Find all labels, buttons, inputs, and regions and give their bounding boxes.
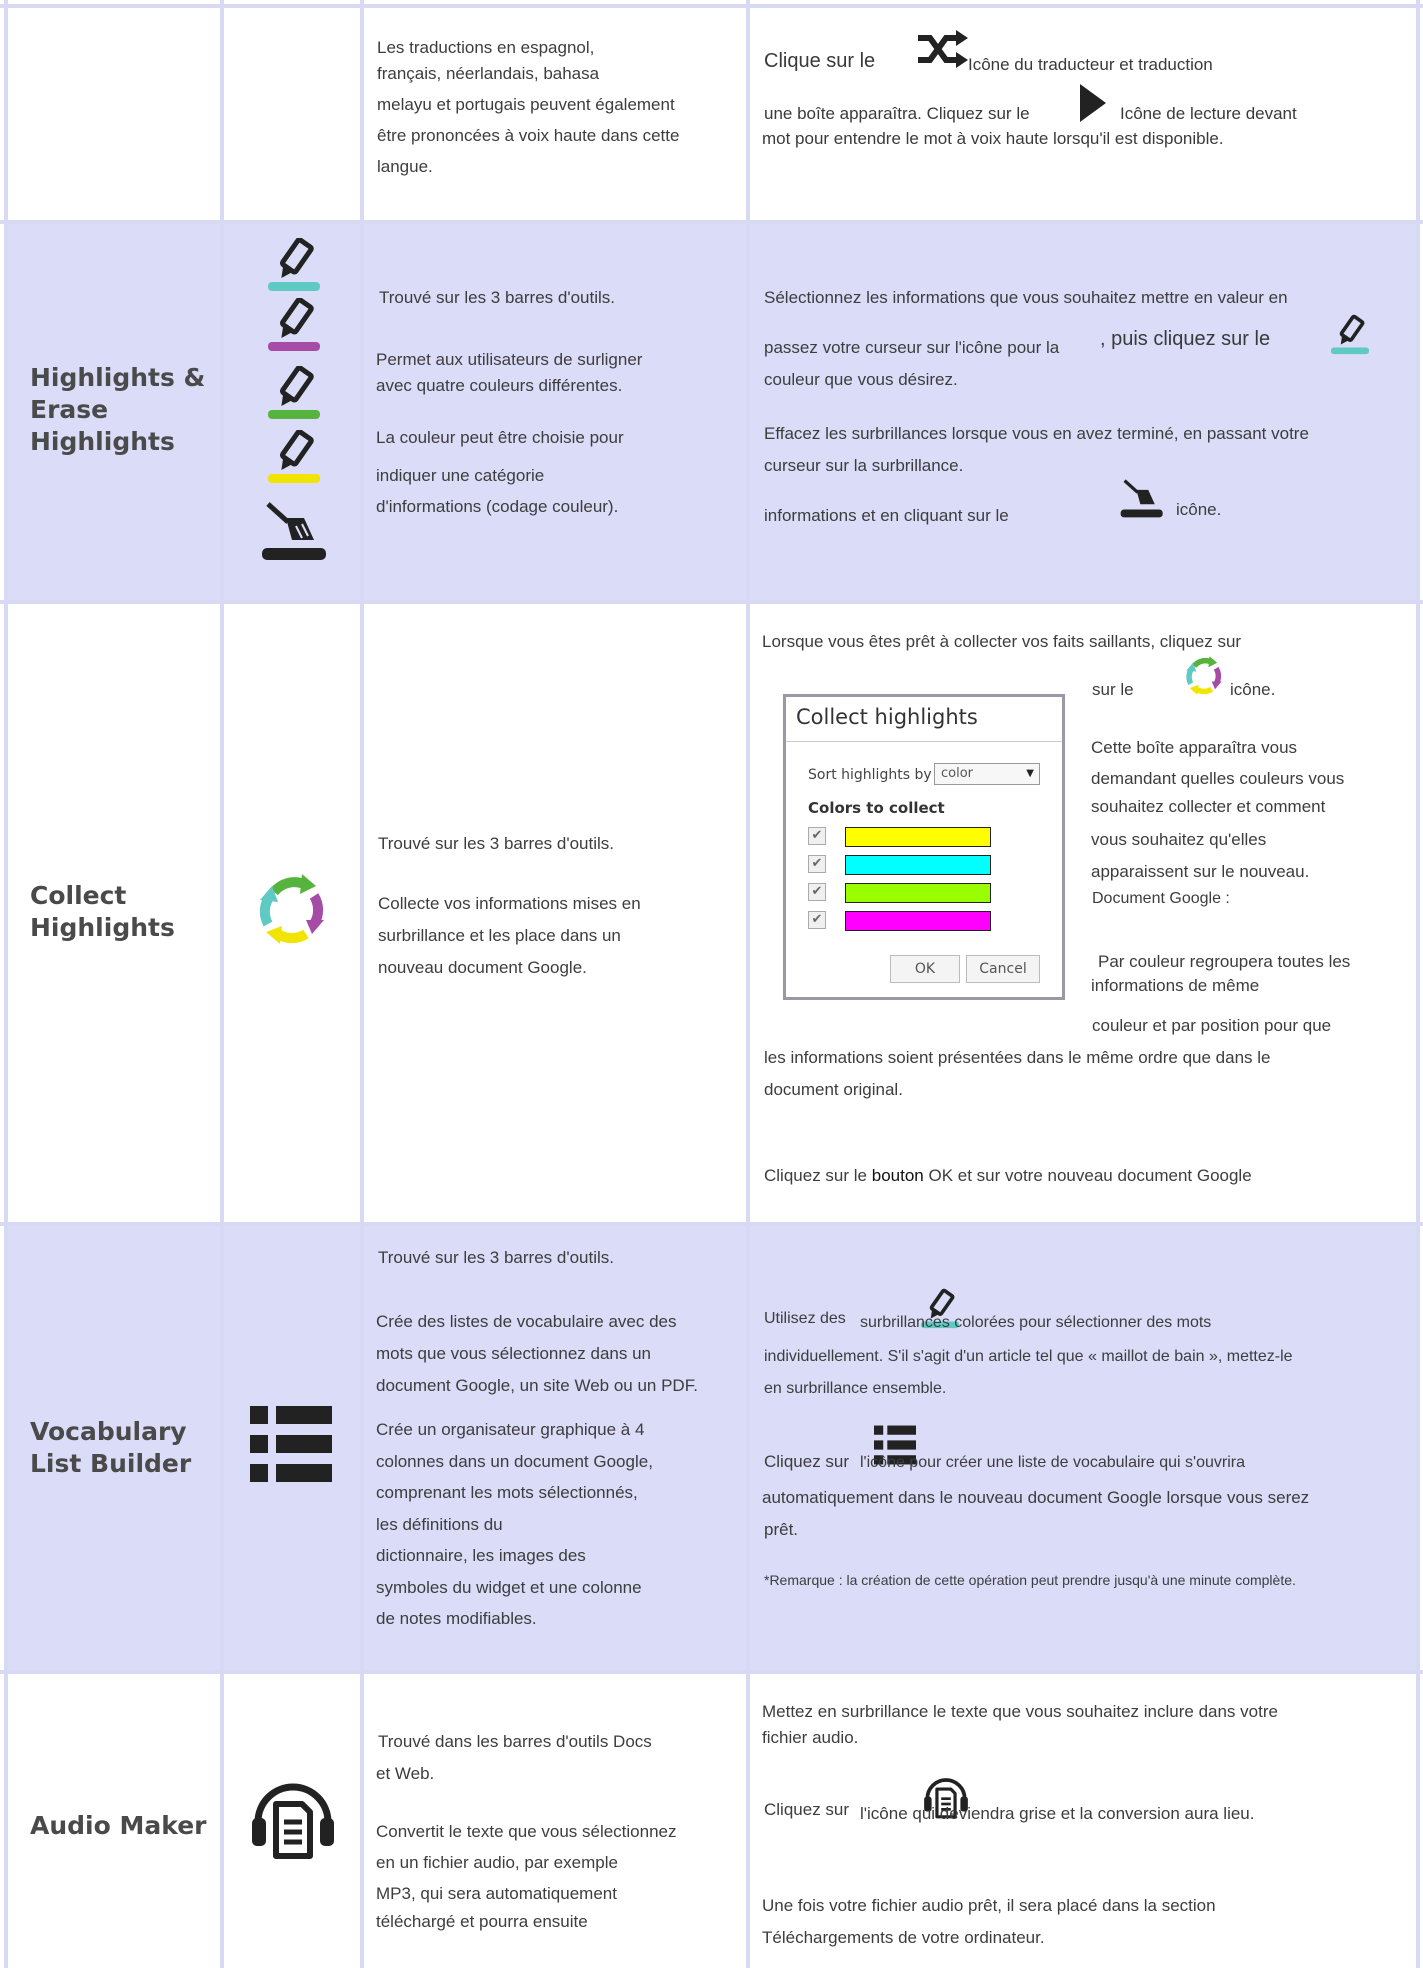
table-row <box>0 224 1423 600</box>
grid-line <box>0 1222 1423 1226</box>
instruction-text: informations de même <box>1091 976 1260 995</box>
description-line: français, néerlandais, bahasa <box>377 64 600 83</box>
instruction-note: *Remarque : la création de cette opération peut prendre jusqu'à une minute complète. <box>764 1572 1296 1588</box>
instruction-text: les informations soient présentées dans le même ordre que dans le <box>764 1048 1271 1067</box>
table-row <box>0 1674 1423 1968</box>
description-line: comprenant les mots sélectionnés, <box>376 1483 638 1502</box>
description-line: être prononcées à voix haute dans cette <box>377 126 680 145</box>
row-title: Vocabulary List Builder <box>30 1417 192 1478</box>
instruction-text: Par couleur regroupera toutes les <box>1098 952 1351 971</box>
instruction-button-word: bouton <box>871 1166 924 1185</box>
row-description-cell <box>364 8 746 220</box>
description-line: dictionnaire, les images des <box>376 1546 586 1565</box>
row-title: Collect Highlights <box>30 881 175 942</box>
collect-highlights-dialog <box>783 694 1065 1000</box>
instruction-text: Lorsque vous êtes prêt à collecter vos faits saillants, cliquez sur <box>762 632 1242 651</box>
row-title-cell <box>8 1674 220 1968</box>
description-line: Trouvé dans les barres d'outils Docs <box>378 1732 652 1751</box>
sort-select[interactable] <box>934 763 1040 785</box>
headphones-doc-icon <box>248 1772 338 1862</box>
instruction-text: souhaitez collecter et comment <box>1091 797 1326 816</box>
instruction-text: Utilisez des <box>764 1310 846 1327</box>
eraser-broom-icon <box>258 500 328 564</box>
row-instructions-cell <box>750 8 1416 220</box>
highlighter-teal-icon <box>1328 314 1372 356</box>
instruction-text: une boîte apparaîtra. Cliquez sur le <box>764 104 1030 123</box>
table-row <box>0 8 1423 220</box>
description-line: symboles du widget et une colonne <box>376 1577 642 1597</box>
description-line: langue. <box>377 157 433 176</box>
color-checkbox[interactable]: ✔ <box>808 855 826 873</box>
grid-line <box>1416 0 1420 1968</box>
row-icon-cell <box>224 604 360 1222</box>
row-icon-cell <box>224 224 360 600</box>
description-line: document Google, un site Web ou un PDF. <box>376 1376 698 1395</box>
description-line: Convertit le texte que vous sélectionnez <box>376 1822 677 1841</box>
grid-line <box>0 1670 1423 1674</box>
description-line: Trouvé sur les 3 barres d'outils. <box>379 288 615 307</box>
instruction-text: Cette boîte apparaîtra vous <box>1091 738 1298 757</box>
row-instructions-cell <box>750 1674 1416 1968</box>
row-title-cell <box>8 604 220 1222</box>
row-icon-cell <box>224 8 360 220</box>
description-line: avec quatre couleurs différentes. <box>376 376 623 395</box>
colors-label: Colors to collect <box>808 799 945 817</box>
row-title: Audio Maker <box>30 1811 207 1840</box>
description-line: Trouvé sur les 3 barres d'outils. <box>378 834 614 853</box>
description-line: et Web. <box>376 1764 435 1783</box>
description-line: téléchargé et pourra ensuite <box>376 1912 588 1931</box>
list-icon <box>250 1406 332 1482</box>
instruction-text: Cliquez sur le <box>764 1166 867 1185</box>
dialog-title: Collect highlights <box>796 705 978 729</box>
instruction-text: vous souhaitez qu'elles <box>1091 830 1267 849</box>
color-checkbox[interactable]: ✔ <box>808 911 826 929</box>
row-description-cell <box>364 604 746 1222</box>
description-line: Crée un organisateur graphique à 4 <box>376 1420 645 1439</box>
instruction-text: passez votre curseur sur l'icône pour la <box>764 338 1060 357</box>
description-line: surbrillance et les place dans un <box>378 926 621 945</box>
grid-line <box>746 0 750 1968</box>
collect-cycle-icon <box>252 870 332 950</box>
grid-line <box>220 0 224 1968</box>
instruction-text: Cliquez sur <box>764 1452 850 1471</box>
row-description-cell <box>364 1226 746 1670</box>
collect-cycle-icon <box>1182 654 1226 698</box>
instruction-text: individuellement. S'il s'agit d'un article tel que « maillot de bain », mettez-le <box>764 1348 1293 1365</box>
instruction-text: mot pour entendre le mot à voix haute lorsqu'il est disponible. <box>762 129 1224 148</box>
grid-line <box>0 220 1423 224</box>
instruction-text: couleur et par position pour que <box>1092 1016 1332 1035</box>
instruction-text: apparaissent sur le nouveau. <box>1091 862 1310 881</box>
instruction-text: l'icône qui deviendra grise et la conversion aura lieu. <box>860 1804 1255 1823</box>
instruction-text: icône. <box>1230 680 1276 699</box>
description-line: mots que vous sélectionnez dans un <box>376 1344 652 1363</box>
row-instructions-cell <box>750 1226 1416 1670</box>
instruction-text: Une fois votre fichier audio prêt, il sera placé dans la section <box>762 1896 1216 1915</box>
instruction-text: informations et en cliquant sur le <box>764 506 1009 525</box>
row-title: Highlights & Erase Highlights <box>30 363 206 456</box>
instruction-text: Effacez les surbrillances lorsque vous en avez terminé, en passant votre <box>764 424 1309 443</box>
description-line: d'informations (codage couleur). <box>376 497 619 516</box>
instruction-text: Icône du traducteur et traduction <box>968 55 1213 74</box>
row-icon-cell <box>224 1226 360 1670</box>
description-line: Crée des listes de vocabulaire avec des <box>376 1312 677 1331</box>
instruction-text: Icône de lecture devant <box>1120 104 1297 123</box>
sort-select-value: color <box>941 766 974 781</box>
description-line: La couleur peut être choisie pour <box>376 428 624 447</box>
instruction-text: Sélectionnez les informations que vous souhaitez mettre en valeur en <box>764 288 1288 307</box>
row-icon-cell <box>224 1674 360 1968</box>
shuffle-icon <box>916 30 968 70</box>
cancel-button[interactable]: Cancel <box>966 955 1040 983</box>
row-description-cell <box>364 224 746 600</box>
instruction-text: icône. <box>1176 500 1222 519</box>
row-title-cell <box>8 8 220 220</box>
row-instructions-cell <box>750 224 1416 600</box>
instruction-text: OK et sur votre nouveau document Google <box>928 1166 1252 1185</box>
color-checkbox[interactable]: ✔ <box>808 827 826 845</box>
instruction-text: Mettez en surbrillance le texte que vous souhaitez inclure dans votre <box>762 1702 1278 1721</box>
highlighter-yellow-icon <box>264 430 324 484</box>
dialog-divider <box>786 741 1062 742</box>
color-swatch-magenta <box>845 911 991 931</box>
color-swatch-cyan <box>845 855 991 875</box>
description-line: les définitions du <box>376 1514 503 1534</box>
instruction-text: l'icône pour créer une liste de vocabulaire qui s'ouvrira <box>860 1454 1245 1471</box>
description-line: de notes modifiables. <box>376 1609 537 1628</box>
description-line: Les traductions en espagnol, <box>377 38 595 57</box>
description-line: MP3, qui sera automatiquement <box>376 1884 617 1903</box>
grid-line <box>0 4 1423 8</box>
play-icon <box>1080 84 1106 122</box>
eraser-broom-icon <box>1118 478 1164 520</box>
instruction-text: automatiquement dans le nouveau document Google lorsque vous serez <box>762 1488 1310 1507</box>
instruction-text: Cliquez sur <box>764 1800 850 1819</box>
sort-label: Sort highlights by <box>808 767 932 783</box>
instruction-text: document original. <box>764 1080 903 1099</box>
grid-line <box>0 600 1423 604</box>
table-row <box>0 604 1423 1222</box>
description-line: Permet aux utilisateurs de surligner <box>376 350 643 369</box>
instruction-text: demandant quelles couleurs vous <box>1091 769 1345 788</box>
highlighter-teal-icon <box>264 238 324 292</box>
description-line: melayu et portugais peuvent également <box>377 95 675 114</box>
table-row <box>0 1226 1423 1670</box>
instruction-text: Clique sur le <box>764 50 876 72</box>
instruction-text: surbrillances colorées pour sélectionner des mots <box>860 1314 1212 1331</box>
chevron-down-icon: ▼ <box>1026 768 1034 779</box>
instruction-text: sur le <box>1092 680 1134 699</box>
color-checkbox[interactable]: ✔ <box>808 883 826 901</box>
row-description-cell <box>364 1674 746 1968</box>
description-line: nouveau document Google. <box>378 958 587 977</box>
color-swatch-yellow <box>845 827 991 847</box>
instruction-text: curseur sur la surbrillance. <box>764 456 964 475</box>
row-title-cell <box>8 1226 220 1670</box>
ok-button[interactable]: OK <box>890 955 960 983</box>
instruction-text: en surbrillance ensemble. <box>764 1380 947 1397</box>
row-title-cell <box>8 224 220 600</box>
description-line: indiquer une catégorie <box>376 466 545 485</box>
grid-line <box>360 0 364 1968</box>
instruction-text: fichier audio. <box>762 1728 859 1747</box>
description-line: en un fichier audio, par exemple <box>376 1853 618 1872</box>
description-line: colonnes dans un document Google, <box>376 1451 653 1471</box>
highlighter-purple-icon <box>264 298 324 352</box>
instruction-text: Téléchargements de votre ordinateur. <box>762 1928 1045 1947</box>
color-swatch-green <box>845 883 991 903</box>
instruction-text: prêt. <box>764 1520 799 1539</box>
instruction-text: couleur que vous désirez. <box>764 370 958 389</box>
highlighter-green-icon <box>264 366 324 420</box>
description-line: Trouvé sur les 3 barres d'outils. <box>378 1248 614 1267</box>
instruction-text: Document Google : <box>1092 890 1230 907</box>
grid-line <box>4 0 8 1968</box>
description-line: Collecte vos informations mises en <box>378 894 641 913</box>
instruction-text: , puis cliquez sur le <box>1100 328 1271 350</box>
